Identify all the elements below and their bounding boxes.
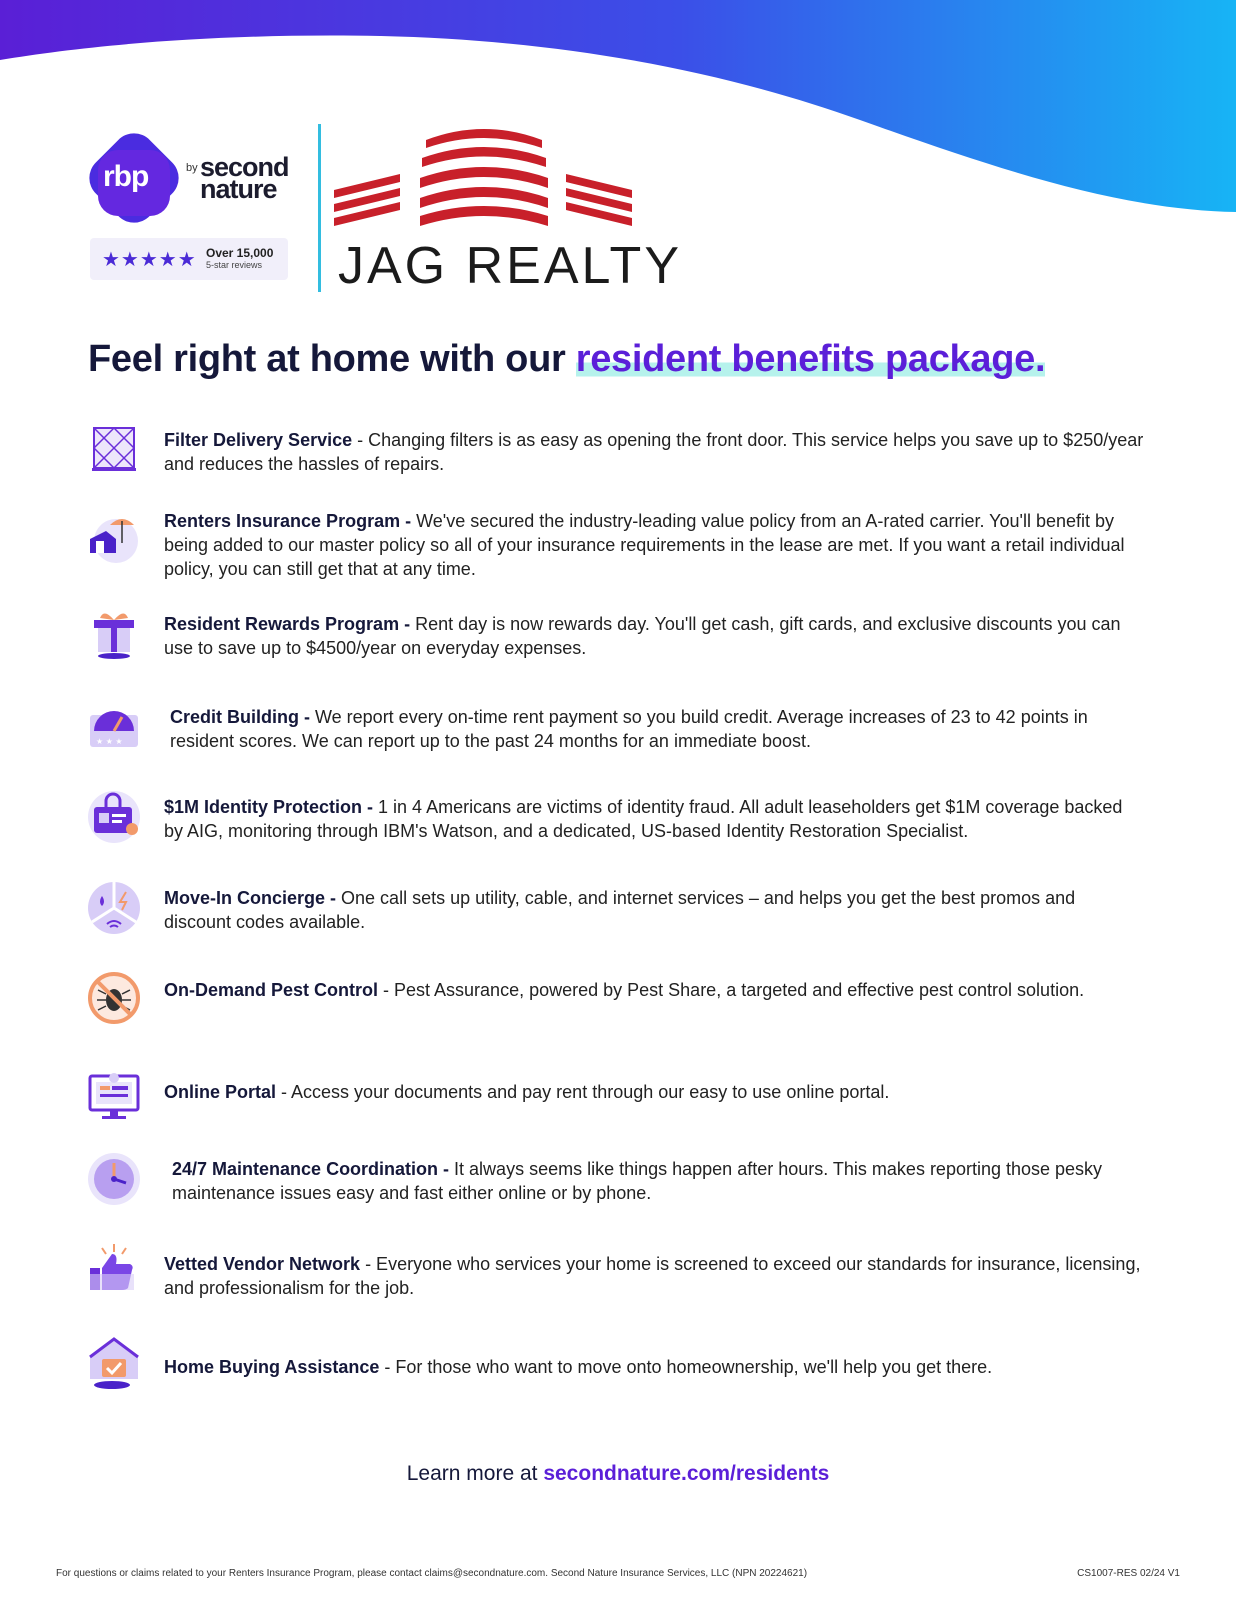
star-rating-icon: ★★★★★ [102, 249, 197, 271]
reviews-badge [90, 238, 288, 280]
clock-icon [86, 1151, 142, 1207]
home-check-icon [86, 1335, 142, 1391]
air-filter-icon [86, 422, 142, 478]
logo-divider [318, 124, 321, 292]
benefit-desc: We report every on-time rent payment so you build credit. Average increases of 23 to 42 points in resident scores. We can report up to the past 24 months for an immediate boost. [170, 707, 1088, 751]
benefit-desc: - Changing filters is as easy as opening the front door. This service helps you save up to $250/year and reduces the hassles of repairs. [164, 430, 1144, 474]
review-count: Over 15,000 [206, 246, 274, 260]
umbrella-house-icon [86, 509, 142, 565]
page-headline [88, 338, 1045, 381]
id-lock-icon [86, 789, 142, 845]
benefit-desc: It always seems like things happen after hours. This makes reporting those pesky maintenance issues easy and fast either online or by phone. [172, 1159, 1103, 1203]
benefit-desc: Rent day is now rewards day. You'll get cash, gift cards, and exclusive discounts you can use to save up to $4500/year on everyday expenses. [164, 614, 1121, 658]
utilities-icon [86, 880, 142, 936]
benefit-desc: - Pest Assurance, powered by Pest Share, a targeted and effective pest control solution. [378, 980, 1085, 1000]
second-nature-wordmark: second nature [200, 152, 289, 204]
footer-code: CS1007-RES 02/24 V1 [1077, 1568, 1180, 1579]
benefit-title: Resident Rewards Program - [164, 614, 411, 634]
jag-realty-wordmark: JAG REALTY [338, 237, 683, 295]
headline-lead: Feel right at home with our [88, 338, 576, 380]
rbp-logo-text: rbp [103, 160, 149, 193]
benefit-title: Home Buying Assistance [164, 1357, 380, 1377]
benefit-title: $1M Identity Protection - [164, 797, 374, 817]
footer-disclaimer: For questions or claims related to your Renters Insurance Program, please contact claims@secondnature.com. Second Nature Insurance Services, LLC (NPN 20224621) [56, 1568, 808, 1579]
monitor-icon [86, 1066, 142, 1122]
jag-building-icon [334, 122, 644, 237]
headline-highlight: resident benefits package. [575, 338, 1046, 380]
benefit-desc: - For those who want to move onto homeownership, we'll help you get there. [379, 1357, 993, 1377]
benefit-title: Filter Delivery Service [164, 430, 353, 450]
benefit-title: Move-In Concierge - [164, 888, 337, 908]
benefit-desc: We've secured the industry-leading value policy from an A-rated carrier. You'll benefit by being added to our master policy so all of your insurance requirements in the lease are met. If you want a retail individual policy, you can still get that at any time. [164, 511, 1125, 579]
thumbs-up-icon [86, 1240, 142, 1296]
benefit-desc: - Everyone who services your home is screened to exceed our standards for insurance, licensing, and professionalism for the job. [164, 1254, 1141, 1298]
learn-more-link[interactable]: secondnature.com/residents [543, 1462, 830, 1485]
benefit-title: Vetted Vendor Network [164, 1254, 361, 1274]
no-pest-icon [86, 970, 142, 1026]
benefit-desc: 1 in 4 Americans are victims of identity fraud. All adult leaseholders get $1M coverage backed by AIG, monitoring through IBM's Watson, and a dedicated, US-based Identity Restoration Specialist. [164, 797, 1123, 841]
rbp-by-text: by [186, 162, 198, 174]
gift-icon [86, 606, 142, 662]
benefit-desc: - Access your documents and pay rent through our easy to use online portal. [276, 1082, 890, 1102]
review-label: 5-star reviews [206, 260, 263, 270]
benefit-title: Credit Building - [170, 707, 310, 727]
credit-gauge-icon [86, 697, 142, 753]
benefit-title: 24/7 Maintenance Coordination - [172, 1159, 450, 1179]
benefit-desc: One call sets up utility, cable, and internet services – and helps you get the best promos and discount codes available. [164, 888, 1076, 932]
benefit-title: On-Demand Pest Control [164, 980, 379, 1000]
benefit-title: Renters Insurance Program - [164, 511, 412, 531]
svg-text:★ ★ ★: ★ ★ ★ [96, 737, 123, 746]
benefit-title: Online Portal [164, 1082, 277, 1102]
learn-more [0, 1462, 1236, 1486]
learn-more-lead: Learn more at [406, 1462, 544, 1485]
